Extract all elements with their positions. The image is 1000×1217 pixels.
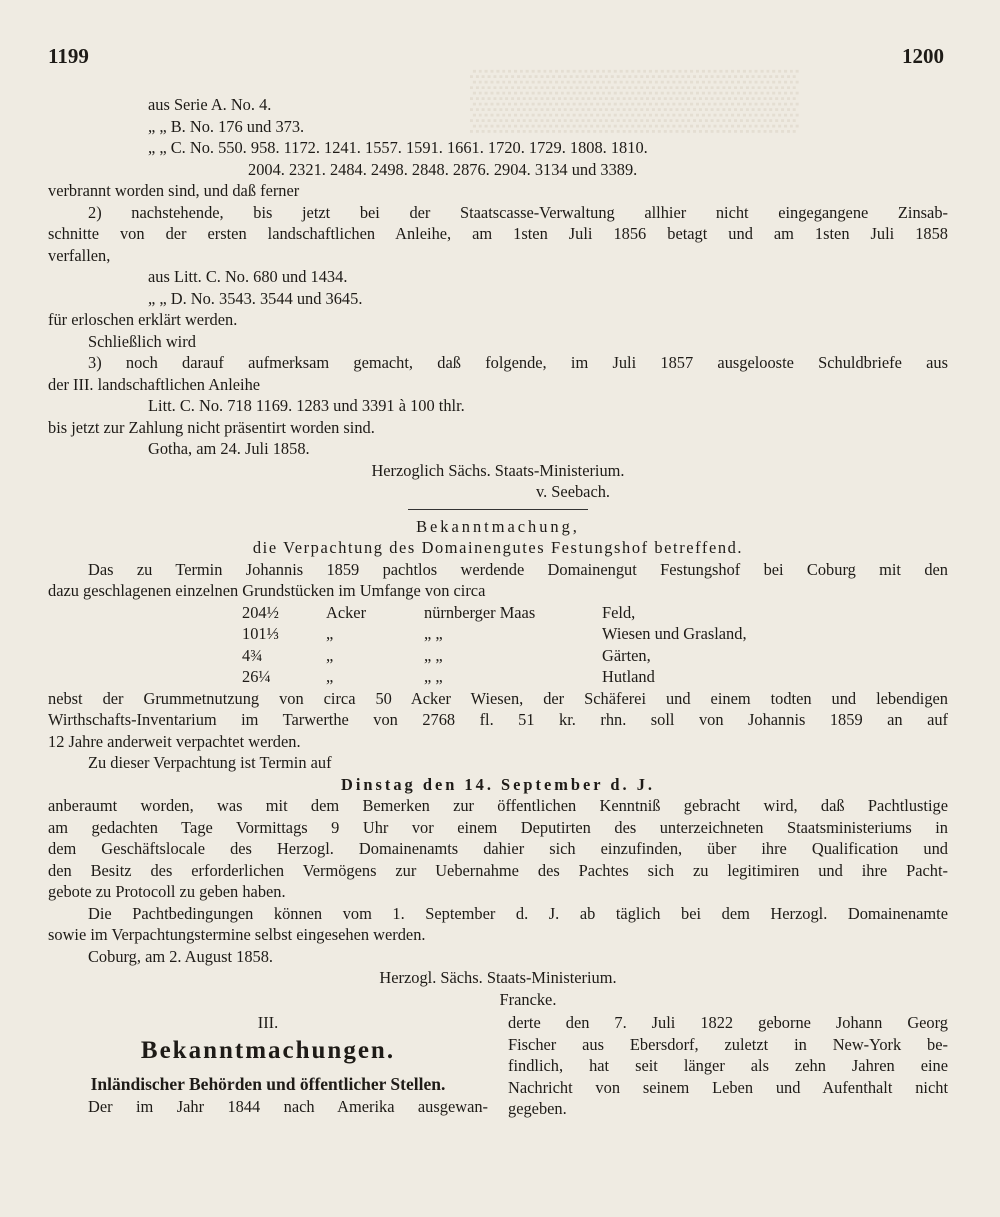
text-line: Nachricht von seinem Leben und Aufenthalt nicht [508, 1077, 948, 1097]
land-unit: „ [326, 624, 334, 643]
text-line: Gotha, am 24. Juli 1858. [148, 439, 310, 458]
text-line: „ „ C. No. 550. 958. 1172. 1241. 1557. 1591. 1661. 1720. 1729. 1808. 1810. [148, 138, 648, 157]
land-measure: „ „ [424, 624, 443, 643]
land-measure: nürnberger Maas [424, 602, 536, 622]
signature-name: v. Seebach. [535, 482, 611, 501]
notice-title: Bekanntmachung, [416, 516, 580, 536]
land-use: Gärten, [602, 645, 651, 665]
text-line: Litt. C. No. 718 1169. 1283 und 3391 à 100 thlr. [148, 396, 465, 415]
table-row [242, 645, 755, 667]
text-line: aus Litt. C. No. 680 und 1434. [148, 267, 348, 286]
text-line: Der im Jahr 1844 nach Amerika ausgewan- [88, 1096, 488, 1116]
land-table [242, 602, 755, 688]
text-line: aus Serie A. No. 4. [148, 95, 272, 114]
table-row [242, 602, 755, 624]
land-qty: 204½ [242, 602, 279, 622]
land-qty: 101⅓ [242, 624, 279, 643]
text-line: gegeben. [508, 1099, 567, 1118]
section-columns [48, 1012, 948, 1120]
text-line: verbrannt worden sind, und daß ferner [48, 181, 300, 200]
text-line: gebote zu Protocoll zu geben haben. [48, 882, 286, 901]
land-unit: „ [326, 645, 334, 665]
text-line: für erloschen erklärt werden. [48, 310, 238, 329]
text-line: sowie im Verpachtungstermine selbst eingesehen werden. [48, 925, 426, 944]
text-line: derte den 7. Juli 1822 geborne Johann Georg [508, 1013, 948, 1032]
text-line: der III. landschaftlichen Anleihe [48, 374, 261, 394]
text-line: Schließlich wird [88, 331, 196, 351]
land-use: Feld, [602, 602, 636, 622]
text-line: dazu geschlagenen einzelnen Grundstücken im Umfange von circa [48, 581, 486, 600]
text-line: den Besitz des erforderlichen Vermögens zur Uebernahme des Pachtes sich zu legitimiren und ihre Pacht- [48, 860, 948, 880]
land-unit: Acker [326, 602, 367, 622]
text-line: verfallen, [48, 245, 111, 265]
table-row [242, 666, 755, 688]
section-subheading: Inländischer Behörden und öffentlicher Stellen. [90, 1073, 446, 1094]
page-number-left: 1199 [48, 44, 89, 68]
text-line: nebst der Grummetnutzung von circa 50 Acker Wiesen, der Schäferei und einem todten und lebendigen [48, 688, 948, 708]
text-line: schnitte von der ersten landschaftlichen Anleihe, am 1sten Juli 1856 betagt und am 1sten Juli 1858 [48, 224, 948, 243]
page-number-right: 1200 [902, 44, 944, 68]
text-line: anberaumt worden, was mit dem Bemerken zur öffentlichen Kenntniß gebracht wird, daß Pachtlustige [48, 796, 948, 815]
land-use: Wiesen und Grasland, [602, 624, 747, 643]
separator-rule [408, 509, 588, 510]
text-line: findlich, hat seit länger als zehn Jahren eine [508, 1056, 948, 1075]
termin-date: Dinstag den 14. September d. J. [341, 774, 655, 794]
notice-subtitle: die Verpachtung des Domainengutes Festungshof betreffend. [252, 538, 744, 557]
bleed-through-watermark: ▒▒▒▒▒▒▒▒ [470, 66, 799, 131]
land-use: Hutland [602, 667, 655, 686]
text-line: dem Geschäftslocale des Herzogl. Domainenamts dahier sich einzufinden, über ihre Qualification und [48, 839, 948, 858]
text-line: Wirthschafts-Inventarium im Tarwerthe von 2768 fl. 51 kr. rhn. soll von Johannis 1859 an auf [48, 710, 948, 729]
text-line: 3) noch darauf aufmerksam gemacht, daß folgende, im Juli 1857 ausgelooste Schuldbriefe aus [88, 353, 948, 372]
text-line: am gedachten Tage Vormittags 9 Uhr vor einem Deputirten des unterzeichneten Staatsministeriums in [48, 817, 948, 837]
land-qty: 26¼ [242, 667, 271, 686]
text-line: „ „ D. No. 3543. 3544 und 3645. [148, 288, 363, 308]
text-line: 12 Jahre anderweit verpachtet werden. [48, 731, 301, 751]
text-line: Coburg, am 2. August 1858. [88, 946, 274, 966]
right-column [508, 1012, 948, 1120]
signature-authority: Herzoglich Sächs. Staats-Ministerium. [371, 460, 625, 480]
text-line: 2004. 2321. 2484. 2498. 2848. 2876. 2904. 3134 und 3389. [248, 159, 638, 179]
text-line: Das zu Termin Johannis 1859 pachtlos werdende Domainengut Festungshof bei Coburg mit den [88, 559, 948, 579]
signature-name: Francke. [499, 989, 557, 1009]
text-line: 2) nachstehende, bis jetzt bei der Staatscasse-Verwaltung allhier nicht eingegangene Zinsab- [88, 202, 948, 222]
text-line: „ „ B. No. 176 und 373. [148, 116, 305, 136]
land-qty: 4¾ [242, 645, 263, 665]
text-line: Zu dieser Verpachtung ist Termin auf [88, 753, 332, 772]
land-unit: „ [326, 667, 334, 686]
table-row [242, 623, 755, 645]
left-column [48, 1012, 488, 1120]
text-line: Die Pachtbedingungen können vom 1. September d. J. ab täglich bei dem Herzogl. Domainenamte [88, 903, 948, 923]
text-line: Fischer aus Ebersdorf, zuletzt in New-York be- [508, 1034, 948, 1054]
section-number: III. [257, 1013, 279, 1032]
signature-authority: Herzogl. Sächs. Staats-Ministerium. [379, 968, 617, 987]
land-measure: „ „ [424, 645, 443, 665]
text-line: bis jetzt zur Zahlung nicht präsentirt worden sind. [48, 417, 375, 437]
land-measure: „ „ [424, 667, 443, 686]
body-text [48, 94, 948, 1120]
section-heading: Bekanntmachungen. [140, 1036, 396, 1064]
